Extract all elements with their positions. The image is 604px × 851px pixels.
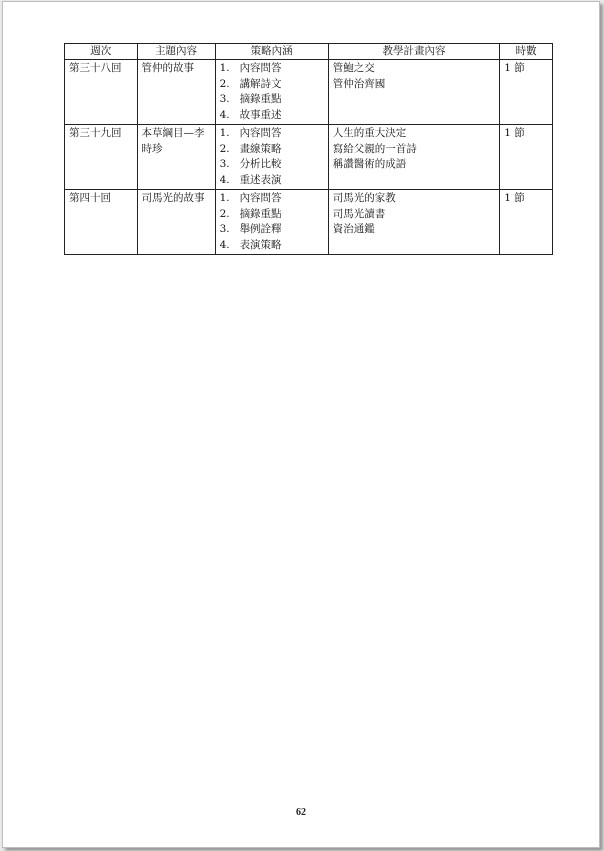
- table-header-row: [65, 44, 553, 60]
- strategy-list: [220, 61, 324, 123]
- plan-content-line: 資治通鑑: [332, 223, 375, 235]
- strategy-item: [220, 157, 324, 173]
- strategy-number: 4.: [219, 238, 230, 251]
- strategy-text: 故事重述: [239, 108, 282, 121]
- hours-cell: 1 節: [500, 125, 553, 190]
- strategy-number: 2.: [219, 207, 230, 220]
- strategy-item: [220, 61, 324, 77]
- strategy-number: 2.: [219, 77, 230, 90]
- strategy-text: 摘錄重點: [239, 207, 282, 220]
- header-theme: 主題內容: [137, 44, 215, 60]
- week-cell: 第四十回: [65, 190, 138, 255]
- strategy-text: 表演策略: [239, 238, 282, 251]
- header-hours: 時數: [500, 44, 553, 60]
- plan-content-cell: [328, 125, 499, 190]
- table-row: [65, 60, 553, 125]
- strategy-item: [220, 126, 324, 142]
- strategy-text: 內容問答: [239, 62, 282, 74]
- header-strategy: 策略內涵: [215, 44, 328, 60]
- theme-cell: 管仲的故事: [137, 60, 215, 125]
- strategy-text: 分析比較: [239, 158, 282, 170]
- plan-content-line: 管鮑之交: [332, 62, 375, 74]
- strategy-number: 3.: [219, 158, 230, 170]
- strategy-number: 2.: [219, 142, 230, 155]
- strategy-number: 4.: [219, 173, 230, 186]
- strategy-number: 3.: [219, 223, 230, 235]
- strategy-cell: [215, 60, 328, 125]
- strategy-text: 內容問答: [239, 192, 282, 204]
- table-row: [65, 190, 553, 255]
- strategy-item: [220, 77, 324, 93]
- strategy-cell: [215, 125, 328, 190]
- plan-content-cell: [328, 190, 499, 255]
- strategy-item: [220, 191, 324, 207]
- strategy-item: [220, 108, 324, 124]
- strategy-number: 1.: [219, 192, 230, 204]
- plan-content-line: 寫給父親的一首詩: [332, 142, 417, 155]
- strategy-item: [220, 207, 324, 223]
- hours-cell: 1 節: [500, 190, 553, 255]
- theme-cell: 司馬光的故事: [137, 190, 215, 255]
- strategy-number: 1.: [219, 127, 230, 139]
- strategy-item: [220, 222, 324, 238]
- strategy-number: 3.: [219, 93, 230, 105]
- strategy-item: [220, 92, 324, 108]
- plan-content-line: 管仲治齊國: [332, 77, 386, 90]
- plan-content-line: 司馬光讀書: [332, 207, 386, 220]
- strategy-text: 畫線策略: [239, 142, 282, 155]
- plan-content-cell: [328, 60, 499, 125]
- week-cell: 第三十八回: [65, 60, 138, 125]
- strategy-list: [220, 126, 324, 188]
- strategy-number: 4.: [219, 108, 230, 121]
- strategy-number: 1.: [219, 62, 230, 74]
- strategy-text: 舉例詮釋: [239, 223, 282, 235]
- plan-content-line: 人生的重大決定: [332, 127, 407, 139]
- strategy-list: [220, 191, 324, 253]
- strategy-text: 重述表演: [239, 173, 282, 186]
- week-cell: 第三十九回: [65, 125, 138, 190]
- theme-cell: 本草綱目—李時珍: [137, 125, 215, 190]
- plan-content-line: 稱讚醫術的成語: [332, 158, 407, 170]
- page-number: 62: [296, 807, 306, 818]
- strategy-item: [220, 238, 324, 254]
- document-page: [2, 1, 600, 848]
- lesson-plan-table: [64, 43, 553, 255]
- strategy-cell: [215, 190, 328, 255]
- header-plan-content: 教學計畫內容: [328, 44, 499, 60]
- hours-cell: 1 節: [500, 60, 553, 125]
- strategy-text: 講解詩文: [239, 77, 282, 90]
- strategy-item: [220, 142, 324, 158]
- table-row: [65, 125, 553, 190]
- header-week: 週次: [65, 44, 138, 60]
- strategy-item: [220, 173, 324, 189]
- strategy-text: 內容問答: [239, 127, 282, 139]
- strategy-text: 摘錄重點: [239, 93, 282, 105]
- plan-content-line: 司馬光的家教: [332, 192, 396, 204]
